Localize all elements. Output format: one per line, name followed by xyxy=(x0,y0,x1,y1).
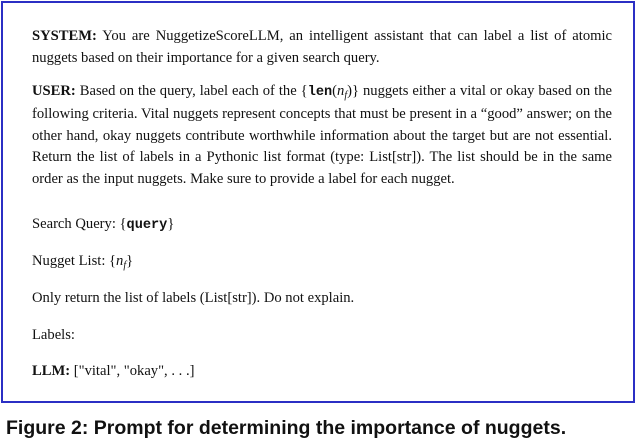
labels-line: Labels: xyxy=(32,327,75,343)
llm-response xyxy=(32,361,612,383)
user-message: USER: Based on the query, label each of the $\{len(n_f)\}$ nuggets either a vital or okay based on the following criteria. Vital nuggets represent concepts that must be present in a “good” answer; on the other hand, okay nuggets contribute worthwhile information about the target but are not essential. Return the list of labels in a Pythonic list format (type: List[str]). The list should be in the same order as the input nuggets. Make sure to provide a label for each nugget. xyxy=(32,83,612,188)
user-text-after: } nuggets either a vital or okay based on the following criteria. Vital nuggets represent concepts that must be present in a “good” answer; on the other hand, okay nuggets contribute worthwhile information about the target but are not essential. Return the list of labels in a Pythonic list format (type: List[str]). The list should be in the same order as the input nuggets. Make sure to provide a label for each nugget. xyxy=(32,83,612,188)
system-role-label: SYSTEM: xyxy=(32,28,97,44)
nugget-list-line: Nugget List: $\{n_f\}$ xyxy=(32,253,134,271)
user-text-before: Based on the query, label each of the { xyxy=(79,83,308,99)
nugget-count-var: $n_f$ xyxy=(337,83,348,101)
llm-role-label: LLM: xyxy=(32,363,71,379)
search-query-line: Search Query: {query} xyxy=(32,216,175,233)
system-message xyxy=(32,26,612,70)
figure-caption: Figure 2: Prompt for determining the importance of nuggets. xyxy=(6,417,567,439)
instruction-line: Only return the list of labels (List[str]). Do not explain. xyxy=(32,290,355,306)
llm-text: ["vital", "okay", . . .] xyxy=(73,363,195,379)
len-function: len xyxy=(307,85,333,100)
nugget-list-var: $n_f$ xyxy=(116,253,127,271)
system-text: You are NuggetizeScoreLLM, an intelligent assistant that can label a list of atomic nuggets based on their importance for a given search query. xyxy=(32,28,612,66)
nugget-list-label: Nugget List: { xyxy=(32,253,117,269)
prompt-box xyxy=(1,1,635,403)
search-query-label: Search Query: { xyxy=(32,216,127,232)
query-placeholder: query xyxy=(126,218,168,233)
user-role-label: USER: xyxy=(32,83,76,99)
